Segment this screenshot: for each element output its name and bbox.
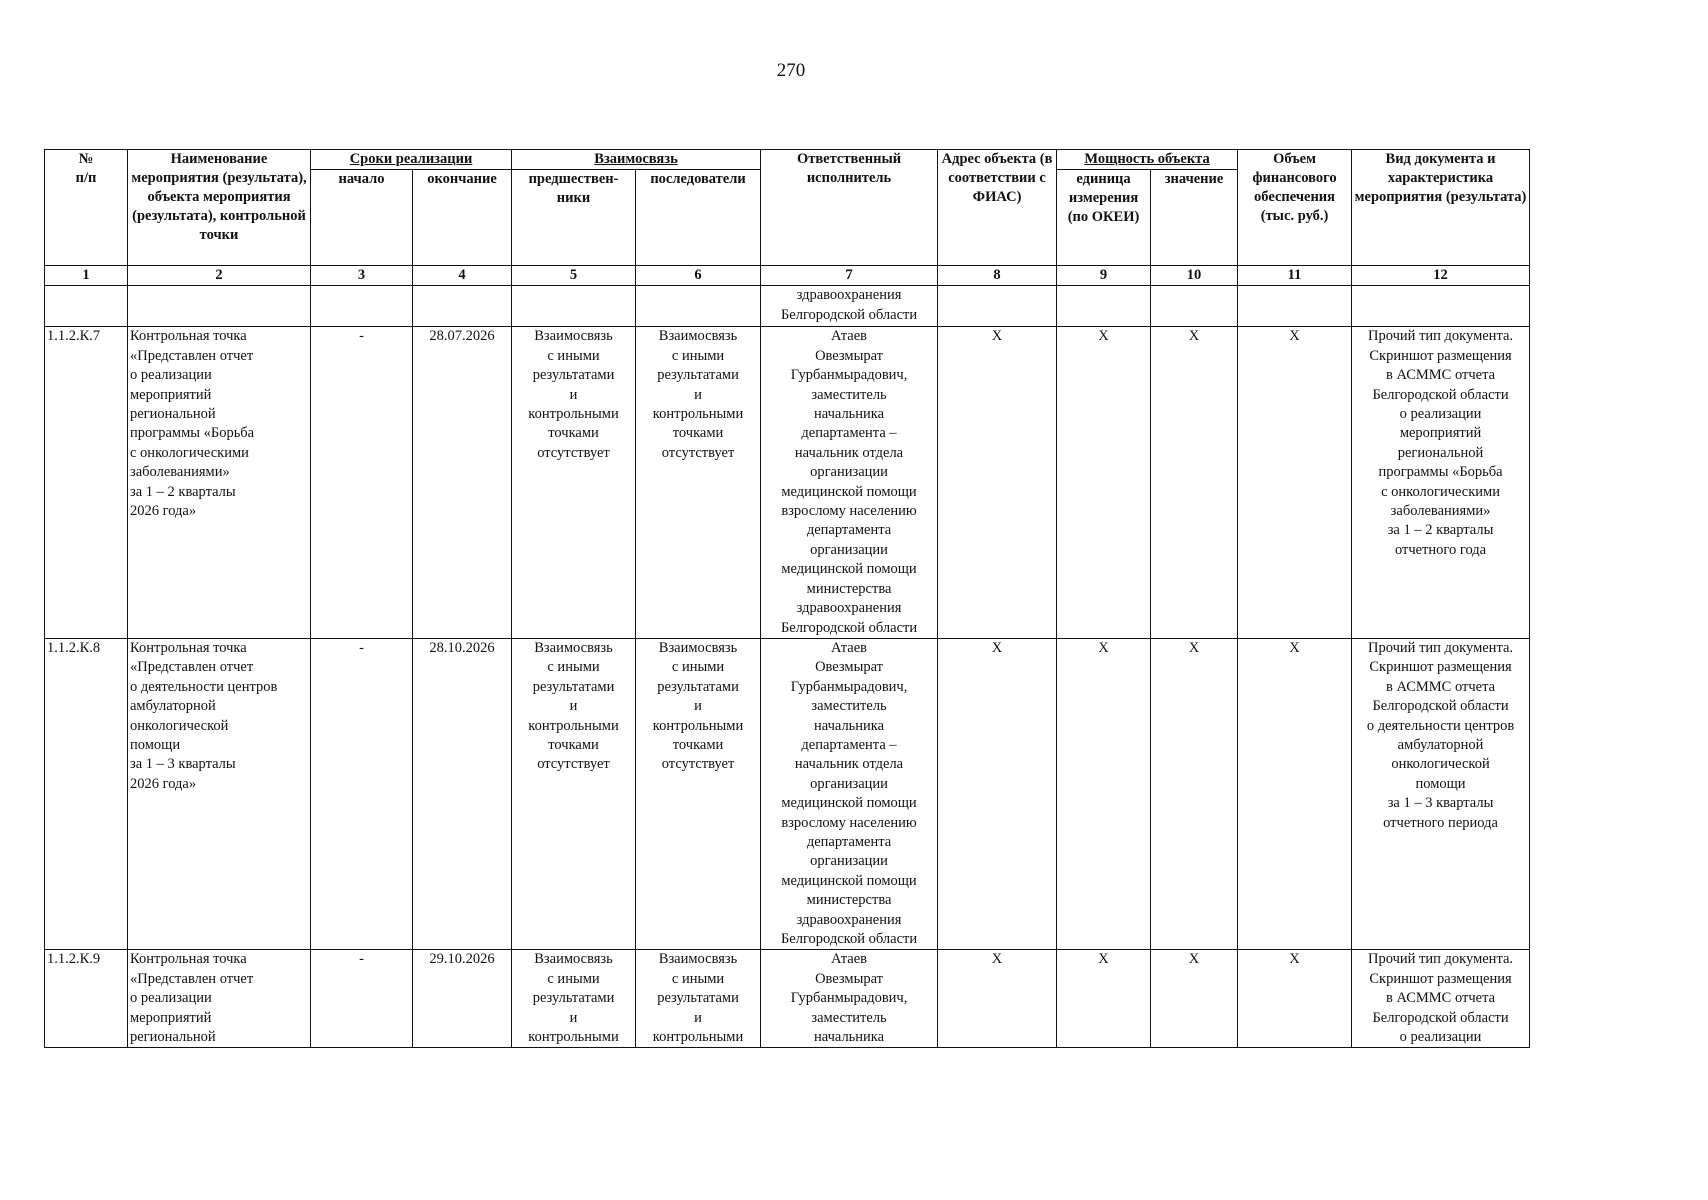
header-responsible: Ответственный исполнитель — [761, 150, 938, 266]
row-address: Х — [938, 638, 1057, 950]
row-address: Х — [938, 327, 1057, 639]
cell — [938, 286, 1057, 327]
row-address: Х — [938, 950, 1057, 1048]
row-responsible: Атаев Овезмырат Гурбанмырадович, заместитель начальника департамента – начальник отдела организации медицинской помощи взрослому населению департамента организации медицинской помощи министерства здравоохранения Белгородской области — [761, 327, 938, 639]
header-address: Адрес объекта (в соответствии с ФИАС) — [938, 150, 1057, 266]
cell — [1238, 286, 1352, 327]
header-finance: Объем финансового обеспечения (тыс. руб.) — [1238, 150, 1352, 266]
column-number: 3 — [311, 266, 413, 286]
column-number: 2 — [128, 266, 311, 286]
row-successors: Взаимосвязь с иными результатами и контрольными точками отсутствует — [636, 327, 761, 639]
row-end: 28.07.2026 — [413, 327, 512, 639]
row-unit: Х — [1057, 638, 1151, 950]
row-start: - — [311, 638, 413, 950]
carry-responsible: здравоохранения Белгородской области — [761, 286, 938, 327]
row-predecessors: Взаимосвязь с иными результатами и контрольными — [512, 950, 636, 1048]
row-finance: Х — [1238, 327, 1352, 639]
header-row-top — [45, 150, 1530, 170]
column-numbers-row — [45, 266, 1530, 286]
row-start: - — [311, 327, 413, 639]
column-number: 11 — [1238, 266, 1352, 286]
column-number: 8 — [938, 266, 1057, 286]
header-successors: последователи — [636, 170, 761, 266]
row-responsible: Атаев Овезмырат Гурбанмырадович, заместитель начальника — [761, 950, 938, 1048]
header-num: № п/п — [45, 150, 128, 266]
table-row — [45, 950, 1530, 1048]
header-predecessors: предшествен- ники — [512, 170, 636, 266]
row-name: Контрольная точка «Представлен отчет о деятельности центров амбулаторной онкологической помощи за 1 – 3 кварталы 2026 года» — [128, 638, 311, 950]
header-end: окончание — [413, 170, 512, 266]
cell — [413, 286, 512, 327]
cell — [1352, 286, 1530, 327]
cell — [512, 286, 636, 327]
row-successors: Взаимосвязь с иными результатами и контрольными — [636, 950, 761, 1048]
header-unit: единица измерения (по ОКЕИ) — [1057, 170, 1151, 266]
cell — [128, 286, 311, 327]
column-number: 9 — [1057, 266, 1151, 286]
header-start: начало — [311, 170, 413, 266]
row-end: 29.10.2026 — [413, 950, 512, 1048]
row-predecessors: Взаимосвязь с иными результатами и контрольными точками отсутствует — [512, 327, 636, 639]
row-start: - — [311, 950, 413, 1048]
row-finance: Х — [1238, 638, 1352, 950]
table-row — [45, 638, 1530, 950]
column-number: 7 — [761, 266, 938, 286]
row-doc: Прочий тип документа. Скриншот размещения в АСММС отчета Белгородской области о реализации — [1352, 950, 1530, 1048]
row-unit: Х — [1057, 950, 1151, 1048]
header-terms: Сроки реализации — [311, 150, 512, 170]
row-responsible: Атаев Овезмырат Гурбанмырадович, заместитель начальника департамента – начальник отдела организации медицинской помощи взрослому населению департамента организации медицинской помощи министерства здравоохранения Белгородской области — [761, 638, 938, 950]
row-value: Х — [1151, 327, 1238, 639]
column-number: 12 — [1352, 266, 1530, 286]
row-end: 28.10.2026 — [413, 638, 512, 950]
row-value: Х — [1151, 638, 1238, 950]
table-row — [45, 327, 1530, 639]
cell — [1057, 286, 1151, 327]
row-doc: Прочий тип документа. Скриншот размещения в АСММС отчета Белгородской области о реализации мероприятий региональной программы «Борьба с онкологическими заболеваниями» за 1 – 2 кварталы отчетного года — [1352, 327, 1530, 639]
column-number: 4 — [413, 266, 512, 286]
cell — [1151, 286, 1238, 327]
cell — [311, 286, 413, 327]
cell — [45, 286, 128, 327]
header-relation: Взаимосвязь — [512, 150, 761, 170]
row-value: Х — [1151, 950, 1238, 1048]
plan-table — [44, 149, 1530, 1048]
row-successors: Взаимосвязь с иными результатами и контрольными точками отсутствует — [636, 638, 761, 950]
carry-over-row — [45, 286, 1530, 327]
column-number: 10 — [1151, 266, 1238, 286]
row-predecessors: Взаимосвязь с иными результатами и контрольными точками отсутствует — [512, 638, 636, 950]
column-number: 5 — [512, 266, 636, 286]
row-unit: Х — [1057, 327, 1151, 639]
header-doc: Вид документа и характеристика мероприятия (результата) — [1352, 150, 1530, 266]
header-value: значение — [1151, 170, 1238, 266]
cell — [636, 286, 761, 327]
column-number: 1 — [45, 266, 128, 286]
row-name: Контрольная точка «Представлен отчет о реализации мероприятий региональной программы «Борьба с онкологическими заболеваниями» за 1 – 2 кварталы 2026 года» — [128, 327, 311, 639]
row-number: 1.1.2.К.8 — [45, 638, 128, 950]
row-number: 1.1.2.К.7 — [45, 327, 128, 639]
header-capacity: Мощность объекта — [1057, 150, 1238, 170]
row-doc: Прочий тип документа. Скриншот размещения в АСММС отчета Белгородской области о деятельности центров амбулаторной онкологической помощи за 1 – 3 кварталы отчетного периода — [1352, 638, 1530, 950]
row-name: Контрольная точка «Представлен отчет о реализации мероприятий региональной — [128, 950, 311, 1048]
header-name: Наименование мероприятия (результата), объекта мероприятия (результата), контрольной точки — [128, 150, 311, 266]
column-number: 6 — [636, 266, 761, 286]
page-number: 270 — [776, 60, 806, 81]
row-number: 1.1.2.К.9 — [45, 950, 128, 1048]
row-finance: Х — [1238, 950, 1352, 1048]
